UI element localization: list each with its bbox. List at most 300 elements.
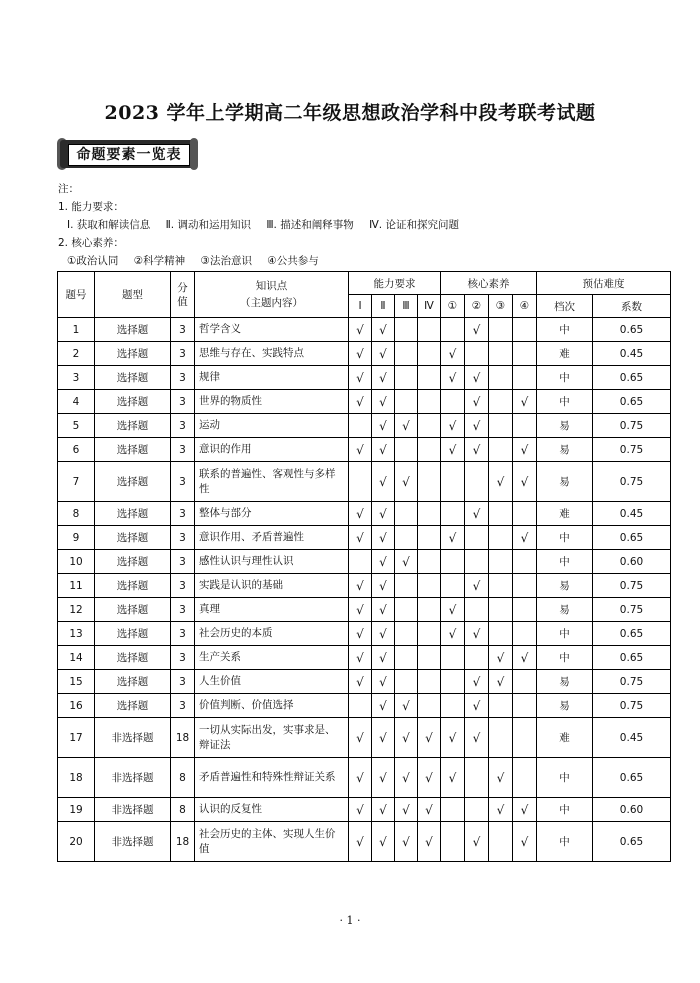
cell-coef: 0.45 [593,342,671,366]
cell-literacy-check [441,694,465,718]
cell-level: 易 [537,670,593,694]
cell-topic: 哲学含义 [195,318,349,342]
cell-ability-check: √ [372,798,395,822]
cell-ability-check: √ [395,718,418,758]
cell-coef: 0.65 [593,366,671,390]
cell-coef: 0.60 [593,798,671,822]
cell-ability-check: √ [349,622,372,646]
cell-coef: 0.45 [593,502,671,526]
cell-ability-check: √ [349,366,372,390]
cell-score: 3 [171,694,195,718]
table-row [58,670,671,694]
cell-topic: 规律 [195,366,349,390]
header-difficulty: 预估难度 [537,272,671,295]
cell-score: 8 [171,758,195,798]
cell-ability-check: √ [349,718,372,758]
cell-type: 非选择题 [95,758,171,798]
header-literacy-col: ① [441,295,465,318]
cell-literacy-check: √ [465,390,489,414]
cell-num: 12 [58,598,95,622]
cell-type: 选择题 [95,318,171,342]
cell-num: 13 [58,622,95,646]
cell-literacy-check: √ [489,646,513,670]
cell-ability-check: √ [372,318,395,342]
cell-ability-check [418,502,441,526]
cell-ability-check: √ [349,598,372,622]
cell-coef: 0.45 [593,718,671,758]
header-ability-col: Ⅱ [372,295,395,318]
cell-ability-check: √ [372,694,395,718]
banner-label: 命题要素一览表 [68,144,190,166]
cell-literacy-check [441,798,465,822]
cell-topic: 价值判断、价值选择 [195,694,349,718]
header-topic-line2: （主题内容） [240,296,303,309]
cell-type: 非选择题 [95,798,171,822]
literacy-item: ④公共参与 [267,255,319,267]
cell-literacy-check [513,718,537,758]
cell-literacy-check: √ [465,366,489,390]
cell-num: 15 [58,670,95,694]
cell-coef: 0.65 [593,622,671,646]
cell-topic: 生产关系 [195,646,349,670]
header-ability-col: Ⅲ [395,295,418,318]
cell-literacy-check [465,758,489,798]
cell-literacy-check [489,598,513,622]
table-row [58,342,671,366]
cell-score: 3 [171,574,195,598]
cell-type: 非选择题 [95,718,171,758]
cell-score: 3 [171,646,195,670]
cell-ability-check [395,366,418,390]
cell-literacy-check: √ [465,438,489,462]
cell-type: 选择题 [95,502,171,526]
cell-ability-check [395,598,418,622]
cell-coef: 0.65 [593,526,671,550]
ability-item: Ⅰ. 获取和解读信息 [67,219,151,231]
cell-literacy-check [465,342,489,366]
cell-ability-check [349,550,372,574]
table-row [58,414,671,438]
cell-literacy-check [513,694,537,718]
cell-score: 3 [171,342,195,366]
cell-ability-check: √ [372,342,395,366]
cell-type: 选择题 [95,694,171,718]
header-literacy-col: ④ [513,295,537,318]
cell-literacy-check: √ [441,598,465,622]
cell-coef: 0.65 [593,390,671,414]
cell-literacy-check: √ [441,366,465,390]
cell-num: 14 [58,646,95,670]
cell-ability-check [349,462,372,502]
literacy-item: ③法治意识 [200,255,252,267]
cell-literacy-check: √ [465,318,489,342]
cell-literacy-check: √ [513,646,537,670]
cell-literacy-check [513,342,537,366]
cell-score: 3 [171,462,195,502]
cell-literacy-check [441,646,465,670]
cell-literacy-check: √ [441,622,465,646]
cell-type: 选择题 [95,438,171,462]
cell-literacy-check: √ [465,574,489,598]
cell-ability-check [395,438,418,462]
cell-level: 中 [537,366,593,390]
cell-level: 中 [537,526,593,550]
cell-literacy-check: √ [465,414,489,438]
notes-label: 注： [58,183,79,195]
cell-level: 中 [537,822,593,862]
cell-literacy-check [465,646,489,670]
cell-type: 选择题 [95,526,171,550]
table-row [58,502,671,526]
cell-ability-check [349,694,372,718]
cell-type: 选择题 [95,598,171,622]
cell-score: 18 [171,822,195,862]
ability-item: Ⅳ. 论证和探究问题 [369,219,459,231]
cell-literacy-check [441,502,465,526]
ability-heading: 1. 能力要求： [58,201,124,213]
cell-literacy-check: √ [441,342,465,366]
cell-topic: 感性认识与理性认识 [195,550,349,574]
header-literacy: 核心素养 [441,272,537,295]
header-ability: 能力要求 [349,272,441,295]
cell-ability-check [418,694,441,718]
cell-ability-check: √ [372,598,395,622]
cell-topic: 联系的普遍性、客观性与多样性 [195,462,349,502]
cell-ability-check: √ [349,798,372,822]
cell-literacy-check [441,462,465,502]
cell-level: 易 [537,462,593,502]
cell-type: 选择题 [95,646,171,670]
cell-literacy-check: √ [441,526,465,550]
header-ability-col: Ⅳ [418,295,441,318]
cell-num: 18 [58,758,95,798]
cell-ability-check: √ [349,438,372,462]
cell-topic: 人生价值 [195,670,349,694]
cell-ability-check: √ [395,550,418,574]
cell-literacy-check [513,598,537,622]
cell-topic: 社会历史的主体、实现人生价值 [195,822,349,862]
cell-literacy-check: √ [441,718,465,758]
cell-ability-check [395,390,418,414]
cell-level: 中 [537,550,593,574]
cell-num: 8 [58,502,95,526]
cell-type: 选择题 [95,550,171,574]
table-row [58,550,671,574]
cell-literacy-check: √ [489,798,513,822]
table-row [58,366,671,390]
cell-level: 难 [537,502,593,526]
cell-literacy-check: √ [489,758,513,798]
cell-ability-check: √ [372,502,395,526]
cell-topic: 实践是认识的基础 [195,574,349,598]
cell-ability-check: √ [395,694,418,718]
cell-literacy-check [465,550,489,574]
question-table [57,271,671,862]
section-banner [60,138,198,171]
cell-ability-check [395,526,418,550]
cell-literacy-check [465,798,489,822]
cell-ability-check: √ [418,798,441,822]
cell-score: 3 [171,390,195,414]
cell-ability-check [418,462,441,502]
cell-ability-check: √ [372,574,395,598]
cell-literacy-check [489,694,513,718]
cell-literacy-check: √ [513,798,537,822]
cell-coef: 0.75 [593,414,671,438]
cell-ability-check: √ [418,822,441,862]
cell-literacy-check [441,822,465,862]
cell-num: 10 [58,550,95,574]
cell-literacy-check: √ [489,462,513,502]
table-body [58,318,671,862]
cell-ability-check: √ [372,758,395,798]
cell-num: 11 [58,574,95,598]
cell-ability-check: √ [395,462,418,502]
header-literacy-col: ② [465,295,489,318]
cell-ability-check: √ [395,758,418,798]
cell-level: 易 [537,694,593,718]
cell-literacy-check: √ [465,670,489,694]
literacy-list [58,252,459,270]
cell-literacy-check [489,822,513,862]
cell-ability-check: √ [349,646,372,670]
cell-score: 8 [171,798,195,822]
cell-coef: 0.65 [593,822,671,862]
cell-ability-check [418,670,441,694]
cell-level: 难 [537,342,593,366]
cell-ability-check [395,646,418,670]
cell-literacy-check: √ [465,694,489,718]
cell-level: 易 [537,438,593,462]
table-row [58,646,671,670]
cell-ability-check [349,414,372,438]
cell-num: 19 [58,798,95,822]
table-row [58,318,671,342]
cell-ability-check: √ [395,798,418,822]
cell-type: 选择题 [95,574,171,598]
cell-level: 中 [537,646,593,670]
banner-scroll-right [190,138,198,170]
cell-literacy-check [489,342,513,366]
cell-topic: 认识的反复性 [195,798,349,822]
cell-literacy-check [441,550,465,574]
cell-literacy-check: √ [441,414,465,438]
notes [58,180,459,270]
cell-literacy-check [489,622,513,646]
cell-literacy-check [489,502,513,526]
table-row [58,598,671,622]
cell-ability-check [418,598,441,622]
cell-score: 3 [171,598,195,622]
cell-ability-check [395,318,418,342]
literacy-item: ①政治认同 [67,255,119,267]
cell-topic: 世界的物质性 [195,390,349,414]
cell-literacy-check [489,390,513,414]
cell-literacy-check [513,366,537,390]
cell-coef: 0.75 [593,574,671,598]
header-coef: 系数 [593,295,671,318]
cell-literacy-check [513,414,537,438]
cell-literacy-check [465,598,489,622]
cell-ability-check [395,502,418,526]
cell-type: 选择题 [95,670,171,694]
cell-ability-check: √ [349,526,372,550]
cell-ability-check: √ [372,366,395,390]
cell-literacy-check [441,318,465,342]
cell-ability-check [395,574,418,598]
header-literacy-col: ③ [489,295,513,318]
cell-topic: 真理 [195,598,349,622]
header-level: 档次 [537,295,593,318]
cell-topic: 社会历史的本质 [195,622,349,646]
cell-ability-check: √ [395,414,418,438]
cell-level: 中 [537,622,593,646]
cell-topic: 一切从实际出发，实事求是、辩证法 [195,718,349,758]
cell-literacy-check: √ [513,822,537,862]
cell-literacy-check [489,526,513,550]
cell-ability-check [418,550,441,574]
cell-literacy-check: √ [489,670,513,694]
cell-num: 20 [58,822,95,862]
cell-coef: 0.75 [593,438,671,462]
cell-ability-check [418,318,441,342]
cell-literacy-check [513,318,537,342]
cell-level: 中 [537,318,593,342]
cell-score: 3 [171,622,195,646]
literacy-heading: 2. 核心素养： [58,237,124,249]
header-num: 题号 [58,272,95,318]
cell-ability-check [395,342,418,366]
table-row [58,574,671,598]
cell-type: 非选择题 [95,822,171,862]
cell-ability-check [418,414,441,438]
cell-ability-check: √ [372,718,395,758]
cell-score: 3 [171,502,195,526]
cell-coef: 0.60 [593,550,671,574]
cell-literacy-check [513,574,537,598]
cell-num: 4 [58,390,95,414]
ability-item: Ⅲ. 描述和阐释事物 [266,219,354,231]
cell-coef: 0.65 [593,318,671,342]
cell-num: 9 [58,526,95,550]
cell-ability-check: √ [349,342,372,366]
header-topic-line1: 知识点 [255,279,288,292]
cell-literacy-check [489,718,513,758]
cell-literacy-check: √ [465,622,489,646]
cell-literacy-check [513,550,537,574]
cell-ability-check [395,670,418,694]
header-ability-col: Ⅰ [349,295,372,318]
cell-type: 选择题 [95,622,171,646]
ability-list [58,216,459,234]
table-row [58,462,671,502]
header-score: 分值 [171,272,195,318]
cell-level: 中 [537,798,593,822]
cell-type: 选择题 [95,342,171,366]
cell-score: 3 [171,366,195,390]
cell-ability-check: √ [349,318,372,342]
ability-item: Ⅱ. 调动和运用知识 [165,219,251,231]
page-title: 2023 学年上学期高二年级思想政治学科中段考联考试题 [104,102,596,124]
cell-ability-check: √ [395,822,418,862]
table-row [58,390,671,414]
cell-literacy-check: √ [513,438,537,462]
cell-ability-check: √ [372,526,395,550]
cell-topic: 意识的作用 [195,438,349,462]
cell-score: 3 [171,438,195,462]
literacy-item: ②科学精神 [133,255,186,267]
cell-num: 3 [58,366,95,390]
cell-ability-check: √ [372,670,395,694]
cell-topic: 矛盾普遍性和特殊性辩证关系 [195,758,349,798]
table-row [58,822,671,862]
cell-type: 选择题 [95,390,171,414]
header-type: 题型 [95,272,171,318]
cell-num: 2 [58,342,95,366]
cell-score: 3 [171,550,195,574]
cell-literacy-check [441,574,465,598]
cell-coef: 0.75 [593,462,671,502]
cell-topic: 思维与存在、实践特点 [195,342,349,366]
cell-ability-check: √ [372,550,395,574]
cell-coef: 0.65 [593,646,671,670]
cell-score: 18 [171,718,195,758]
cell-score: 3 [171,526,195,550]
cell-level: 易 [537,598,593,622]
cell-literacy-check [441,670,465,694]
cell-literacy-check [513,502,537,526]
cell-literacy-check: √ [513,462,537,502]
table-row [58,526,671,550]
cell-literacy-check [513,670,537,694]
cell-literacy-check [441,390,465,414]
cell-ability-check [418,646,441,670]
cell-coef: 0.65 [593,758,671,798]
cell-literacy-check: √ [513,390,537,414]
cell-literacy-check [489,438,513,462]
cell-ability-check: √ [418,758,441,798]
cell-literacy-check: √ [465,822,489,862]
cell-topic: 整体与部分 [195,502,349,526]
cell-ability-check [395,622,418,646]
table-row [58,438,671,462]
table-row [58,718,671,758]
cell-coef: 0.75 [593,694,671,718]
cell-ability-check: √ [349,758,372,798]
cell-ability-check: √ [349,502,372,526]
cell-num: 6 [58,438,95,462]
cell-literacy-check [489,414,513,438]
cell-literacy-check: √ [441,758,465,798]
cell-ability-check: √ [372,646,395,670]
cell-ability-check: √ [372,622,395,646]
cell-literacy-check [489,366,513,390]
cell-ability-check: √ [418,718,441,758]
table-row [58,622,671,646]
cell-ability-check: √ [349,574,372,598]
cell-literacy-check [513,622,537,646]
cell-ability-check [418,342,441,366]
cell-ability-check: √ [372,462,395,502]
cell-num: 17 [58,718,95,758]
cell-coef: 0.75 [593,670,671,694]
cell-ability-check [418,390,441,414]
cell-type: 选择题 [95,462,171,502]
cell-literacy-check [489,318,513,342]
cell-ability-check: √ [372,438,395,462]
table-row [58,798,671,822]
cell-literacy-check [465,526,489,550]
